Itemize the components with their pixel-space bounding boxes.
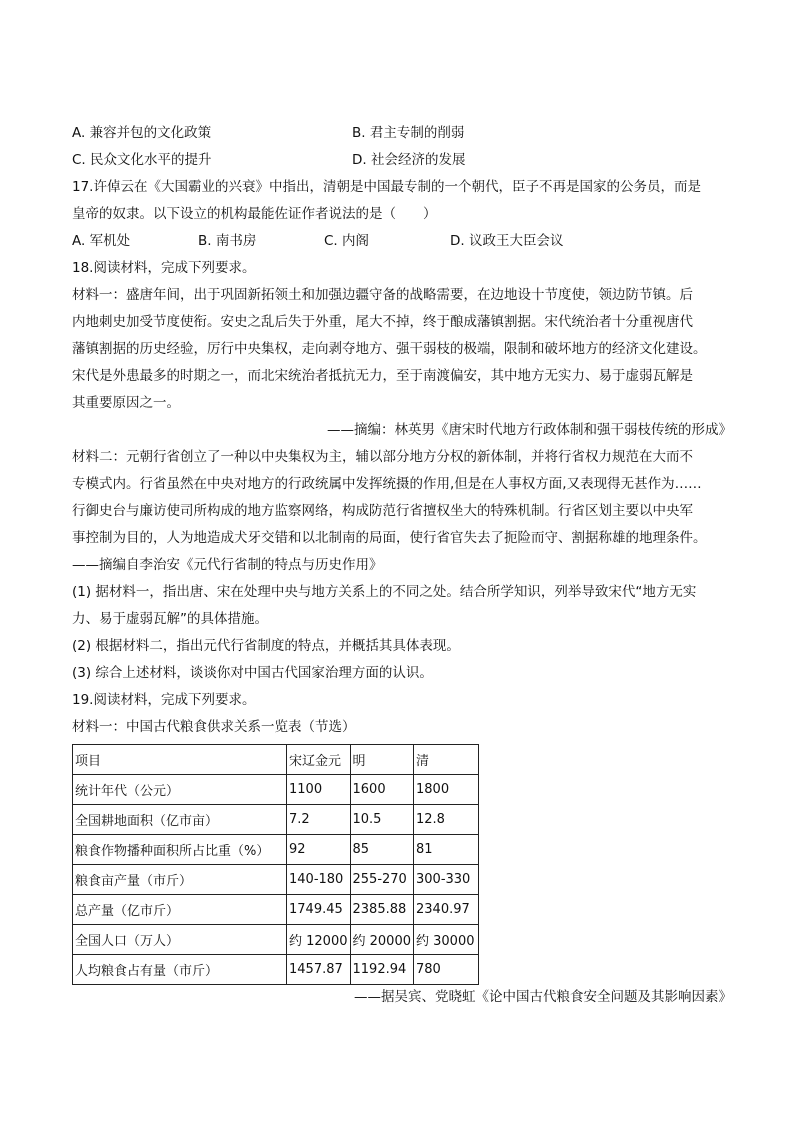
table-header-cell: 明 (350, 745, 414, 775)
q16-option-b[interactable]: B. 君主专制的削弱 (352, 125, 465, 141)
q17-options-row (72, 228, 732, 255)
table-cell: 300-330 (414, 865, 479, 895)
table-cell: 92 (287, 835, 351, 865)
table-cell: 140-180 (287, 865, 351, 895)
table-header-cell: 清 (414, 745, 479, 775)
q18-question-1: (1) 据材料一，指出唐、宋在处理中央与地方关系上的不同之处。结合所学知识，列举导致宋代“地方无实 (72, 584, 697, 600)
table-cell: 1800 (414, 775, 479, 805)
table-cell: 780 (414, 955, 479, 985)
table-header-cell: 宋辽金元 (287, 745, 351, 775)
q18-question-3: (3) 综合上述材料，谈谈你对中国古代国家治理方面的认识。 (72, 665, 433, 681)
q18-title: 18.阅读材料，完成下列要求。 (72, 260, 256, 276)
q18-material1-line: 内地刺史加受节度使衔。安史之乱后失于外重，尾大不掉，终于酿成藩镇割据。宋代统治者十分重视唐代 (72, 314, 693, 330)
q18-material2-line: 行御史台与廉访使司所构成的地方监察网络，构成防范行省擅权坐大的特殊机制。行省区划主要以中央军 (72, 503, 693, 519)
q16-option-c[interactable]: C. 民众文化水平的提升 (72, 152, 212, 168)
q16-options-row-1 (72, 120, 732, 147)
table-cell: 粮食亩产量（市斤） (73, 865, 287, 895)
q18-material2-source: ——摘编自李治安《元代行省制的特点与历史作用》 (72, 557, 383, 573)
table-row (73, 955, 479, 985)
table-cell: 约 30000 (414, 925, 479, 955)
q18-material1-source: ——摘编：林英男《唐宋时代地方行政体制和强干弱枝传统的形成》 (327, 422, 732, 438)
table-cell: 85 (350, 835, 414, 865)
table-cell: 1192.94 (350, 955, 414, 985)
q18-material2-line: 专模式内。行省虽然在中央对地方的行政统属中发挥统摄的作用,但是在人事权方面,又表现得无甚作为…… (72, 476, 702, 492)
q16-option-d[interactable]: D. 社会经济的发展 (352, 152, 466, 168)
table-row (73, 925, 479, 955)
q17-stem-line-1: 17.许倬云在《大国霸业的兴衰》中指出，清朝是中国最专制的一个朝代，臣子不再是国家的公务员，而是 (72, 179, 701, 195)
table-cell: 统计年代（公元） (73, 775, 287, 805)
q19-title: 19.阅读材料，完成下列要求。 (72, 692, 256, 708)
q18-material1-line: 宋代是外患最多的时期之一，而北宋统治者抵抗无力，至于南渡偏安，其中地方无实力、易于虚弱瓦解是 (72, 368, 693, 384)
table-cell: 1457.87 (287, 955, 351, 985)
q19-table-source: ——据吴宾、党晓虹《论中国古代粮食安全问题及其影响因素》 (354, 989, 732, 1005)
table-row (73, 805, 479, 835)
table-cell: 人均粮食占有量（市斤） (73, 955, 287, 985)
table-cell: 255-270 (350, 865, 414, 895)
table-cell: 粮食作物播种面积所占比重（%） (73, 835, 287, 865)
exam-page (72, 120, 732, 1008)
table-cell: 1100 (287, 775, 351, 805)
q16-option-a[interactable]: A. 兼容并包的文化政策 (72, 125, 212, 141)
q18-material2-line: 事控制为目的，人为地造成犬牙交错和以北制南的局面，使行省官失去了扼险而守、割据称雄的地理条件。 (72, 530, 707, 546)
table-cell: 10.5 (350, 805, 414, 835)
q18-question-1-cont: 力、易于虚弱瓦解”的具体措施。 (72, 611, 268, 627)
q18-material1-line: 藩镇割据的历史经验，厉行中央集权，走向剥夺地方、强干弱枝的极端，限制和破坏地方的经济文化建设。 (72, 341, 707, 357)
table-header-cell: 项目 (73, 745, 287, 775)
q17-option-d[interactable]: D. 议政王大臣会议 (450, 233, 564, 249)
q18-material2-line: 材料二：元朝行省创立了一种以中央集权为主，辅以部分地方分权的新体制，并将行省权力规范在大而不 (72, 449, 693, 465)
table-cell: 1749.45 (287, 895, 351, 925)
table-cell: 2385.88 (350, 895, 414, 925)
table-row (73, 865, 479, 895)
q17-option-b[interactable]: B. 南书房 (198, 233, 257, 249)
table-cell: 12.8 (414, 805, 479, 835)
table-row (73, 775, 479, 805)
table-cell: 7.2 (287, 805, 351, 835)
q18-material1-line: 材料一：盛唐年间，出于巩固新拓领土和加强边疆守备的战略需要，在边地设十节度使，领边防节镇。后 (72, 287, 693, 303)
table-cell: 约 20000 (350, 925, 414, 955)
table-row (73, 895, 479, 925)
table-cell: 全国耕地面积（亿市亩） (73, 805, 287, 835)
q17-stem-line-2: 皇帝的奴隶。以下设立的机构最能佐证作者说法的是（ ） (72, 206, 437, 222)
table-cell: 约 12000 (287, 925, 351, 955)
q17-option-c[interactable]: C. 内阁 (324, 233, 370, 249)
table-cell: 全国人口（万人） (73, 925, 287, 955)
table-cell: 1600 (350, 775, 414, 805)
table-row (73, 835, 479, 865)
table-cell: 2340.97 (414, 895, 479, 925)
grain-supply-table (72, 744, 479, 985)
table-cell: 81 (414, 835, 479, 865)
q16-options-row-2 (72, 147, 732, 174)
table-cell: 总产量（亿市斤） (73, 895, 287, 925)
q18-question-2: (2) 根据材料二，指出元代行省制度的特点，并概括其具体表现。 (72, 638, 460, 654)
q17-option-a[interactable]: A. 军机处 (72, 233, 131, 249)
table-header-row (73, 745, 479, 775)
q19-material1-caption: 材料一：中国古代粮食供求关系一览表（节选） (72, 719, 356, 735)
q18-material1-line: 其重要原因之一。 (72, 395, 180, 411)
